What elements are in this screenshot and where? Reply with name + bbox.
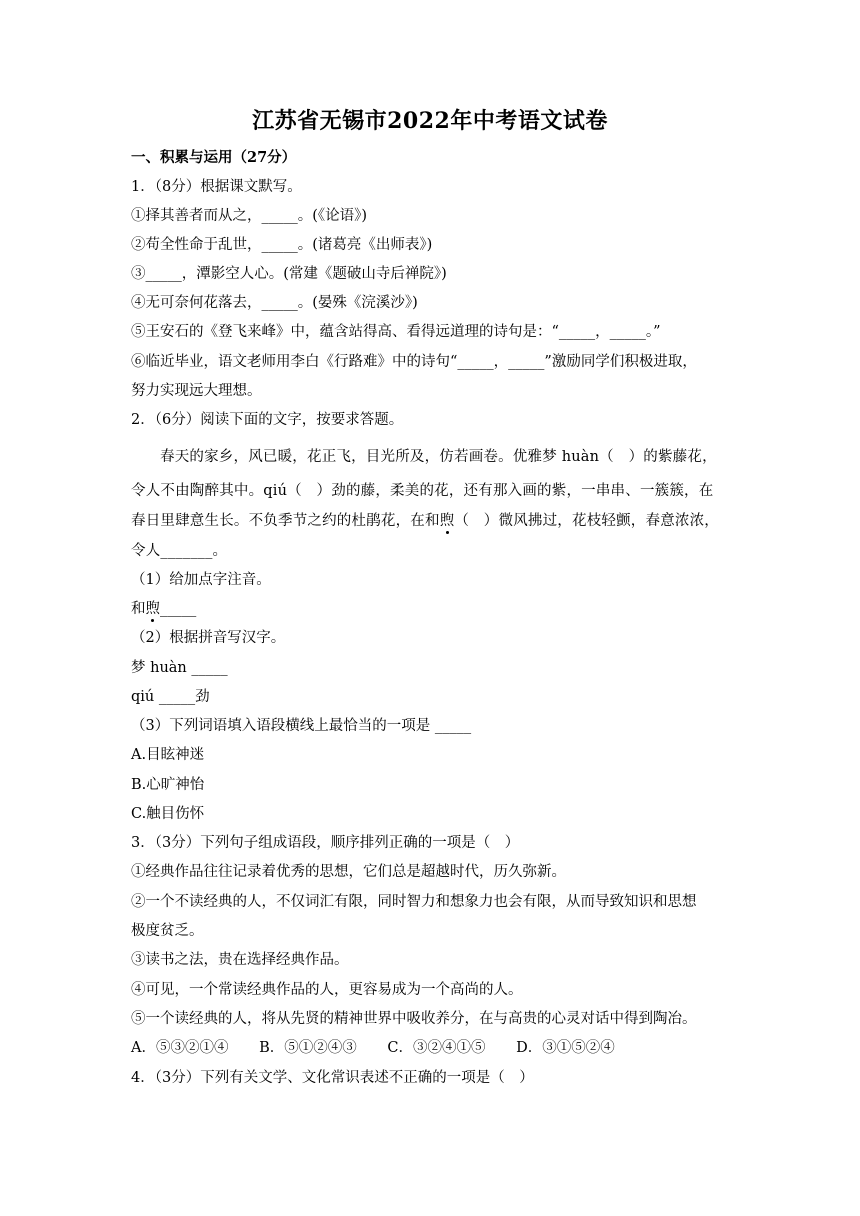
option: C.触目伤怀 bbox=[131, 806, 205, 822]
options-row bbox=[131, 1038, 641, 1058]
option-b: B．⑤①②④③ bbox=[259, 1040, 357, 1056]
passage-line: 令人_______。 bbox=[131, 543, 228, 559]
passage-line bbox=[131, 511, 719, 531]
sub-question: （1）给加点字注音。 bbox=[131, 572, 271, 588]
option: A.目眩神迷 bbox=[131, 747, 205, 763]
passage-text: （ ）微风拂过，花枝轻颤，春意浓浓， bbox=[454, 513, 720, 529]
question-3-stem: 3．（3分）下列句子组成语段，顺序排列正确的一项是（ ） bbox=[131, 835, 520, 851]
answer-prefix: 和 bbox=[131, 601, 146, 617]
answer-line: 梦 huàn _____ bbox=[131, 660, 228, 676]
answer-line bbox=[131, 599, 196, 619]
question-4-stem: 4．（3分）下列有关文学、文化常识表述不正确的一项是（ ） bbox=[131, 1070, 534, 1086]
page-title: 江苏省无锡市2022年中考语文试卷 bbox=[252, 108, 608, 134]
sub-question: （3）下列词语填入语段横线上最恰当的一项是 _____ bbox=[131, 718, 472, 734]
option-d: D．③①⑤②④ bbox=[516, 1040, 615, 1056]
section-heading: 一、积累与运用（27分） bbox=[131, 149, 297, 166]
q1-item: ②苟全性命于乱世，_____。(诸葛亮《出师表》) bbox=[131, 237, 433, 253]
sentence: ①经典作品往往记录着优秀的思想，它们总是超越时代，历久弥新。 bbox=[131, 864, 566, 880]
sentence: ②一个不读经典的人，不仅词汇有限，同时智力和想象力也会有限，从而导致知识和思想 bbox=[131, 894, 697, 910]
q1-item: ③_____，潭影空人心。(常建《题破山寺后禅院》) bbox=[131, 266, 447, 282]
answer-line: qiú _____劲 bbox=[131, 689, 210, 705]
q1-item: ①择其善者而从之，_____。(《论语》) bbox=[131, 208, 368, 224]
q1-item: ④无可奈何花落去，_____。(晏殊《浣溪沙》) bbox=[131, 295, 418, 311]
option: B.心旷神怡 bbox=[131, 777, 205, 793]
dotted-char: 煦 bbox=[439, 513, 455, 529]
question-2-stem: 2．（6分）阅读下面的文字，按要求答题。 bbox=[131, 412, 404, 428]
sentence: ④可见，一个常读经典作品的人，更容易成为一个高尚的人。 bbox=[131, 982, 523, 998]
q1-item: 努力实现远大理想。 bbox=[131, 383, 262, 399]
passage-line: 令人不由陶醉其中。qiú（ ）劲的藤，柔美的花，还有那入画的紫，一串串、一簇簇，在 bbox=[131, 483, 714, 499]
sub-question: （2）根据拼音写汉字。 bbox=[131, 630, 286, 646]
sentence: ⑤一个读经典的人，将从先贤的精神世界中吸收养分，在与高贵的心灵对话中得到陶冶。 bbox=[131, 1011, 697, 1027]
sentence: 极度贫乏。 bbox=[131, 923, 204, 939]
passage-text: 春日里肆意生长。不负季节之约的杜鹃花，在和 bbox=[131, 513, 440, 529]
option-a: A．⑤③②①④ bbox=[131, 1040, 229, 1056]
q1-item: ⑤王安石的《登飞来峰》中，蕴含站得高、看得远道理的诗句是：“_____，_____。” bbox=[131, 324, 661, 340]
answer-blank: _____ bbox=[160, 601, 197, 617]
question-1-stem: 1．（8分）根据课文默写。 bbox=[131, 179, 302, 195]
option-c: C．③②④①⑤ bbox=[387, 1040, 486, 1056]
passage-line: 春天的家乡，风已暖，花正飞，目光所及，仿若画卷。优雅梦 huàn（ ）的紫藤花， bbox=[160, 449, 717, 465]
dotted-char: 煦 bbox=[145, 601, 160, 617]
sentence: ③读书之法，贵在选择经典作品。 bbox=[131, 952, 349, 968]
q1-item: ⑥临近毕业，语文老师用李白《行路难》中的诗句“_____，_____”激励同学们积极进取， bbox=[131, 354, 697, 370]
